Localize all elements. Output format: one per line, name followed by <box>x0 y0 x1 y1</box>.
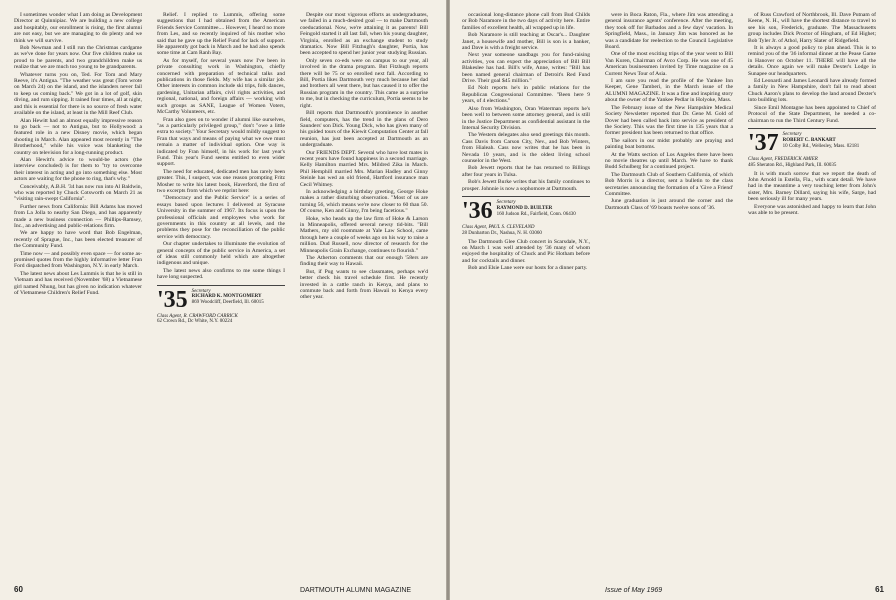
paragraph: Further news from California: Bill Adams has moved from La Jolla to nearby San Diego, and has apparently made a new business connection — Phillips-Ramsey, Inc., an advertising and public-relations firm. <box>14 203 142 229</box>
class-agent-address: 62 Crown Rd., Dc White, N.Y. 00224 <box>157 319 233 325</box>
left-column-3 <box>300 12 428 302</box>
paragraph: Bill reports that Dartmouth's prominence in another field, computers, has the trend in the plans of Dero Saunders' son Dick. Young Dick, who has given many of his guided tours of the Kiewit Computation Center at fall reunion, has just been accepted at Dartmouth as an undergraduate. <box>300 110 428 149</box>
paragraph: I sometimes wonder what I am doing as Development Director at Quinnipiac. We are building a new college and hospitably, our enrollment is rising, the first alumni are not easy, but we are managing to do plenty and we think we will survive. <box>14 12 142 44</box>
secretary-role: Secretary <box>191 288 211 294</box>
paragraph: of Russ Crawford of Northbrook, Ill. Dave Putnam of Keene, N. H., will have the shortest distance to travel to see his son, Frederick, graduate. The Massachusetts group includes Dick Proctor of Hingham, of Ed Highet; Bob Tyler Jr. of Athol, Harry Slater of Ridgefield. <box>748 12 876 44</box>
paragraph: Bob and Elsie Lane were our hosts for a dinner party. <box>468 265 588 272</box>
paragraph: The latest news about Les Lummis is that he is still in Vietnam and has received (November '68) a Vietnamese girl named Nhung, but has given no indication whatever of Vietnamese Children's Relief Fund. <box>14 270 142 297</box>
paragraph: Ed Leonardi and James Leonardi have already formed a family in New Hampshire, don't fail to read about Chuck Aaron's plans to develop the land around Dexter's into building lots. <box>748 78 876 104</box>
paragraph: But, if Pug wants to see classmates, perhaps we'd better check his travel schedule first. He recently invested in a cattle ranch in Kenya, and plans to commute back and forth from Hawaii to Kenya every other year. <box>300 268 428 301</box>
paragraph: "Democracy and the Public Service" is a series of essays based upon lectures I delivered at Syracuse University in the summer of 1967. Its focus is upon the professional officials and employees who work for governments in this country at all levels, and the problems they pose for the reconciliation of the public service with democracy. <box>157 195 285 240</box>
class-agent <box>462 225 590 237</box>
paragraph: In acknowledging a birthday greeting, George Hoke makes a rather disturbing observation. "Most of us are turning 56, which means we're now closer to 60 than 50. Of course, Ken and Ginny, I'm being facetious." <box>300 188 428 215</box>
class-35-header <box>157 285 285 311</box>
paragraph: Ed Nolt reports he's in public relations for the Republican Congressional Committee. "Been here 9 years, of 4 elections." <box>462 85 590 105</box>
secretary-block <box>192 289 264 306</box>
paragraph: The Dartmouth Glee Club concert in Scarsdale, N.Y., on March 1 was well attended by '36 many of whom enjoyed the hospitality of Chuck and Pic Hotham before and for cocktails and dinner. <box>462 238 590 264</box>
class-year: '35 <box>157 286 188 313</box>
secretary-address: 869 Woodcliff, Deerfield, Ill. 60015 <box>191 300 264 306</box>
class-36-header <box>462 196 590 222</box>
class-agent-address: 485 Sheraton Rd., Highland Park, Ill. 60035 <box>748 162 837 168</box>
paragraph: The Atherton comments that our enough '58ers are finding their way to Hawaii. <box>300 255 428 268</box>
left-page-number: 60 <box>14 585 23 594</box>
paragraph: At the Watts section of Los Angeles there have been no movie theatres up until March. We have to thank Budd Schulberg for a continued project. <box>605 151 733 171</box>
paragraph: The latest news also confirms to me some things I have long suspected. <box>157 267 285 281</box>
paragraph: Our chapter undertakes to illuminate the evolution of general concepts of the public service in America, a set of ideas still commonly held which are altogether indigenous and unique. <box>157 241 285 267</box>
paragraph: occasional long-distance phone call from Bud Childs or Bob Naramore in the two days of activity here. Entire families of excellent health, all wrapped up in life. <box>462 12 590 31</box>
paragraph: Time now — and possibly even space — for some as-promised quotes from the highly informative letter Fran Ford dispatched from Washington, N.Y. in early March. <box>14 250 142 270</box>
paragraph: The Dartmouth Club of Southern California, of which Bob Morris is a director, sent a bulletin to the class secretaries announcing the formation of a 'Give a Friend' Committee. <box>605 171 733 197</box>
secretary-name: ROBERT C. BANKART <box>782 137 836 143</box>
class-agent-name: Class Agent, FREDERICK AMIER <box>748 156 818 162</box>
secretary-role: Secretary <box>496 199 516 205</box>
paragraph: Bob Newman and I still run the Christmas cardgame as we've done for years now. Our five children make us proud to be parents, and two grandchildren make us realize that we are much too young to be grandparents. <box>14 45 142 71</box>
secretary-address: 160 Judson Rd., Fairfield, Conn. 06430 <box>496 211 576 217</box>
paragraph: were in Boca Raton, Fla., where Jim was attending a general insurance agents' conference. After the meeting, they took off for Barbados and a few days' vacation. In Springfield, Mass., in January Jim was honored as he was a candidate for reelection to the Council Legislative Board. <box>605 12 733 51</box>
class-agent <box>748 157 876 169</box>
paragraph: It is always a good policy to plan ahead. This is to remind you of the '36 informal dinner at the Pease Game in Hanover on October 11. THERE will have all the details. Once again we will make Dexter's Lodge in Sunapee our headquarters. <box>748 45 876 77</box>
paragraph: The February issue of the New Hampshire Medical Society Newsletter reported that Dr. Gene M. Gold of Dover had been called back into service as president of the Society. This was the first time in 135 years that a former president has been returned to that office. <box>605 104 733 137</box>
right-column-1 <box>462 12 590 273</box>
class-agent-name: Class Agent, R. CRAWFORD CARRICK <box>157 313 238 319</box>
right-footer-title: Issue of May 1969 <box>605 587 663 594</box>
paragraph: Hoke, who heads up the law firm of Hoke & Larson in Minneapolis, offered several newsy tid-bits. "Bill Mathers, my old roommate at Yale Law School, came through here a couple of weeks ago on his way to raise a million. Dud Russell, now director of research for the Minneapolis Grain Exchange, continues to flourish." <box>300 215 428 254</box>
secretary-block <box>783 132 860 149</box>
paragraph: Bob Naramore is still teaching at Oscar's... Daughter Janet, a housewife and mother, Bill is son is a banker, and Dave is with a freight service. <box>462 32 590 52</box>
right-page <box>450 0 896 600</box>
paragraph: Bob Jewett reports that he has returned to Billings after four years in Tulsa. <box>462 165 590 178</box>
right-column-2 <box>605 12 733 212</box>
class-agent-name: Class Agent, PAUL S. CLEVELAND <box>462 224 535 230</box>
secretary-block <box>497 200 576 217</box>
paragraph: Everyone was astonished and happy to learn that John was able to be present. <box>748 203 876 216</box>
paragraph: Our FRIENDS DEPT. Several who have lost mates in recent years have found happiness in a second marriage. Kelly Hamilton married Mrs. Mildred Zika in March. Phil Hemphill married Mrs. Marian Hadley and Ginny Steinle has wed an old friend, Hartford insurance man Cecil Whitney. <box>300 149 428 188</box>
class-agent-address: 28 Dunbarton Dr., Nashua, N. H. 03060 <box>462 230 542 236</box>
class-37-header <box>748 128 876 154</box>
paragraph: Whatever turns you on, Ted. For Tom and Mary Reeve, it's Antigua. "The weather was great (Tom wrote on March 24) on the island, and the islanders never fail to keep us coming back." We got in a lot of golf, skin diving, and rum sipping. It rained four times, all at night, and this is essential for there is no source of fresh water available on the island, at least in the Mill Reef Club. <box>14 71 142 117</box>
left-footer-title: DARTMOUTH ALUMNI MAGAZINE <box>300 587 412 594</box>
paragraph: June graduation is just around the corner and the Dartmouth Class of '69 boasts twelve sons of '36. <box>605 198 733 211</box>
paragraph: Alan Hewitt's advice to would-be actors (the interview concluded) is for them to "try to overcome their interest in acting and go into something else. Most actors are waiting for the phone to ring, that's why." <box>14 156 142 183</box>
left-column-1 <box>14 12 142 297</box>
left-page <box>0 0 446 600</box>
paragraph: Fran also goes on to wonder if alumni like ourselves, "as a particularly privileged group," don't "owe a little extra to society." Your Secretary would mildly suggest to Fran that ways and means of paying what we owe must remain a matter of individual option. One way is indicated by Fran himself, in his work for last year's Fund. This year's Fund seems entitled to even wider support. <box>157 116 285 168</box>
paragraph: One of the most exciting trips of the year went to Bill Van Kuren, Chairman of Avco Corp. He was one of 45 American businessmen invited by Time magazine on a Current News Tour of Asia. <box>605 51 733 77</box>
paragraph: The Western delegates also send greetings this month. Cass Davis from Carson City, Nev., and Bob Winters, from Hialeah. Cass now writes that he has been in Nevada 10 years, and is the oldest living school counselor in the West. <box>462 132 590 164</box>
paragraph: Next year someone sandbags you for fund-raising activities, you can expect the appreciation of Bill Bill Blakeslee has had. Bill's wife, Anne, writes: "Bill has been named general chairman of Detroit's Red Fund Drive. Their goal $45 million." <box>462 52 590 85</box>
secretary-name: RAYMOND D. BUILTER <box>496 205 553 211</box>
paragraph: Despite our most vigorous efforts as undergraduates, we failed in a much-desired goal — to make Dartmouth coeducational. Now, we're attaining it as parents! Bill Feingold started it all last fall, when his young daughter, Virginia, enrolled as an exchange student to study dramatics. Now Bill Fitzhugh's daughter, Portia, has been accepted to spend her junior year studying Russian. <box>300 12 428 57</box>
left-column-2 <box>157 12 285 327</box>
paragraph: Bob's Jewett Burke writes that his family continues to prosper. Johnnie is now a sophomore at Dartmouth. <box>462 179 590 192</box>
paragraph: Relief. I replied to Lummis, offering some suggestions that I had obtained from the American Friends Service Committee.... However, I heard no more from Les, and so recently inquired of his mother who said that he gave up the Relief Fund for lack of support. He apparently got back in March and he had also spends some time at Cam Ranh Bay. <box>157 12 285 57</box>
paragraph: It is with much sorrow that we report the death of John Arnold in Estella, Fla., with scant detail. We have had in the meantime a very touching letter from John's sister, Mrs. Barney Dillard, saying his wife, Sarge, had been seriously ill for many years. <box>748 170 876 203</box>
right-column-3 <box>748 12 876 217</box>
paragraph: We are happy to have word that Bob Engelman, recently of Sprague, Inc., has been elected treasurer of the Community Fund. <box>14 230 142 250</box>
paragraph: Alan Hewitt had an almost equally impressive reason to go back — not to Antigua, but to Hollywood: a featured role in a new Disney movie, which began shooting in March. Alan appeared most recently in "The Brotherhood," while his voice was blanketing the country on television for a long-running product. <box>14 117 142 156</box>
paragraph: The need for educated, dedicated men has rarely been greater. This, I suspect, was one reason prompting Fritz Mosher to write his latest book, Haverford, the first of two excerpts from which we reprint here: <box>157 168 285 194</box>
paragraph: I am sure you read the profile of the Yankee Inn Keeper, Gene Tamberi, in the March issue of the ALUMNI MAGAZINE. It was a fine and inspiring story about the owner of the Yankee Pedlar in Holyoke, Mass. <box>605 78 733 104</box>
class-agent <box>157 314 285 326</box>
paragraph: Since Emil Montagne has been appointed to Chief of Protocol of the State Department, he needed a co-chairman to run the Third Century Fund. <box>748 104 876 124</box>
paragraph: Conceivably, A.B.H. '34 has now run into Al Baldwin, who was reported by Chuck Cotsworth on March 21 as "visiting rain-swept California". <box>14 183 142 203</box>
secretary-name: RICHARD K. MONTGOMERY <box>191 294 262 300</box>
paragraph: As for myself, for several years now I've been in private consulting work in Washington, chiefly concerned with preparation of technical talks and publications in those fields. My wife has a similar job. Other interests in common include ski trips, folk dances, gardening, Unitarian affairs, civil rights activities, and regional, national, and foreign affairs — working with such groups as SANE, League of Women Voters, McCarthy Volunteers, etc. <box>157 57 285 116</box>
class-year: '37 <box>748 129 779 156</box>
paragraph: Also from Washington, Oran Waterman reports he's been well to between some attorney general, and is still in the Justice Department as confidential assistant in the Internal Security Division. <box>462 105 590 131</box>
secretary-address: 10 Colby Rd., Wellesley, Mass. 02181 <box>782 143 860 149</box>
right-page-number: 61 <box>875 585 884 594</box>
paragraph: The sailors in our midst probably are praying and painting boat bottoms. <box>605 137 733 151</box>
class-year: '36 <box>462 197 493 224</box>
paragraph: Only seven co-eds were on campus to our year, all involved in the drama program. But Fitzhugh reports there will be 75 or so enrolled next fall. According to Bill, Portia likes Dartmouth very much because her dad and brothers all went there, but has caused it to offer the Russian program in the country. This came as a surprise to me, but in checking the curriculum, Portia seems to be right. <box>300 57 428 109</box>
secretary-role: Secretary <box>782 131 802 137</box>
